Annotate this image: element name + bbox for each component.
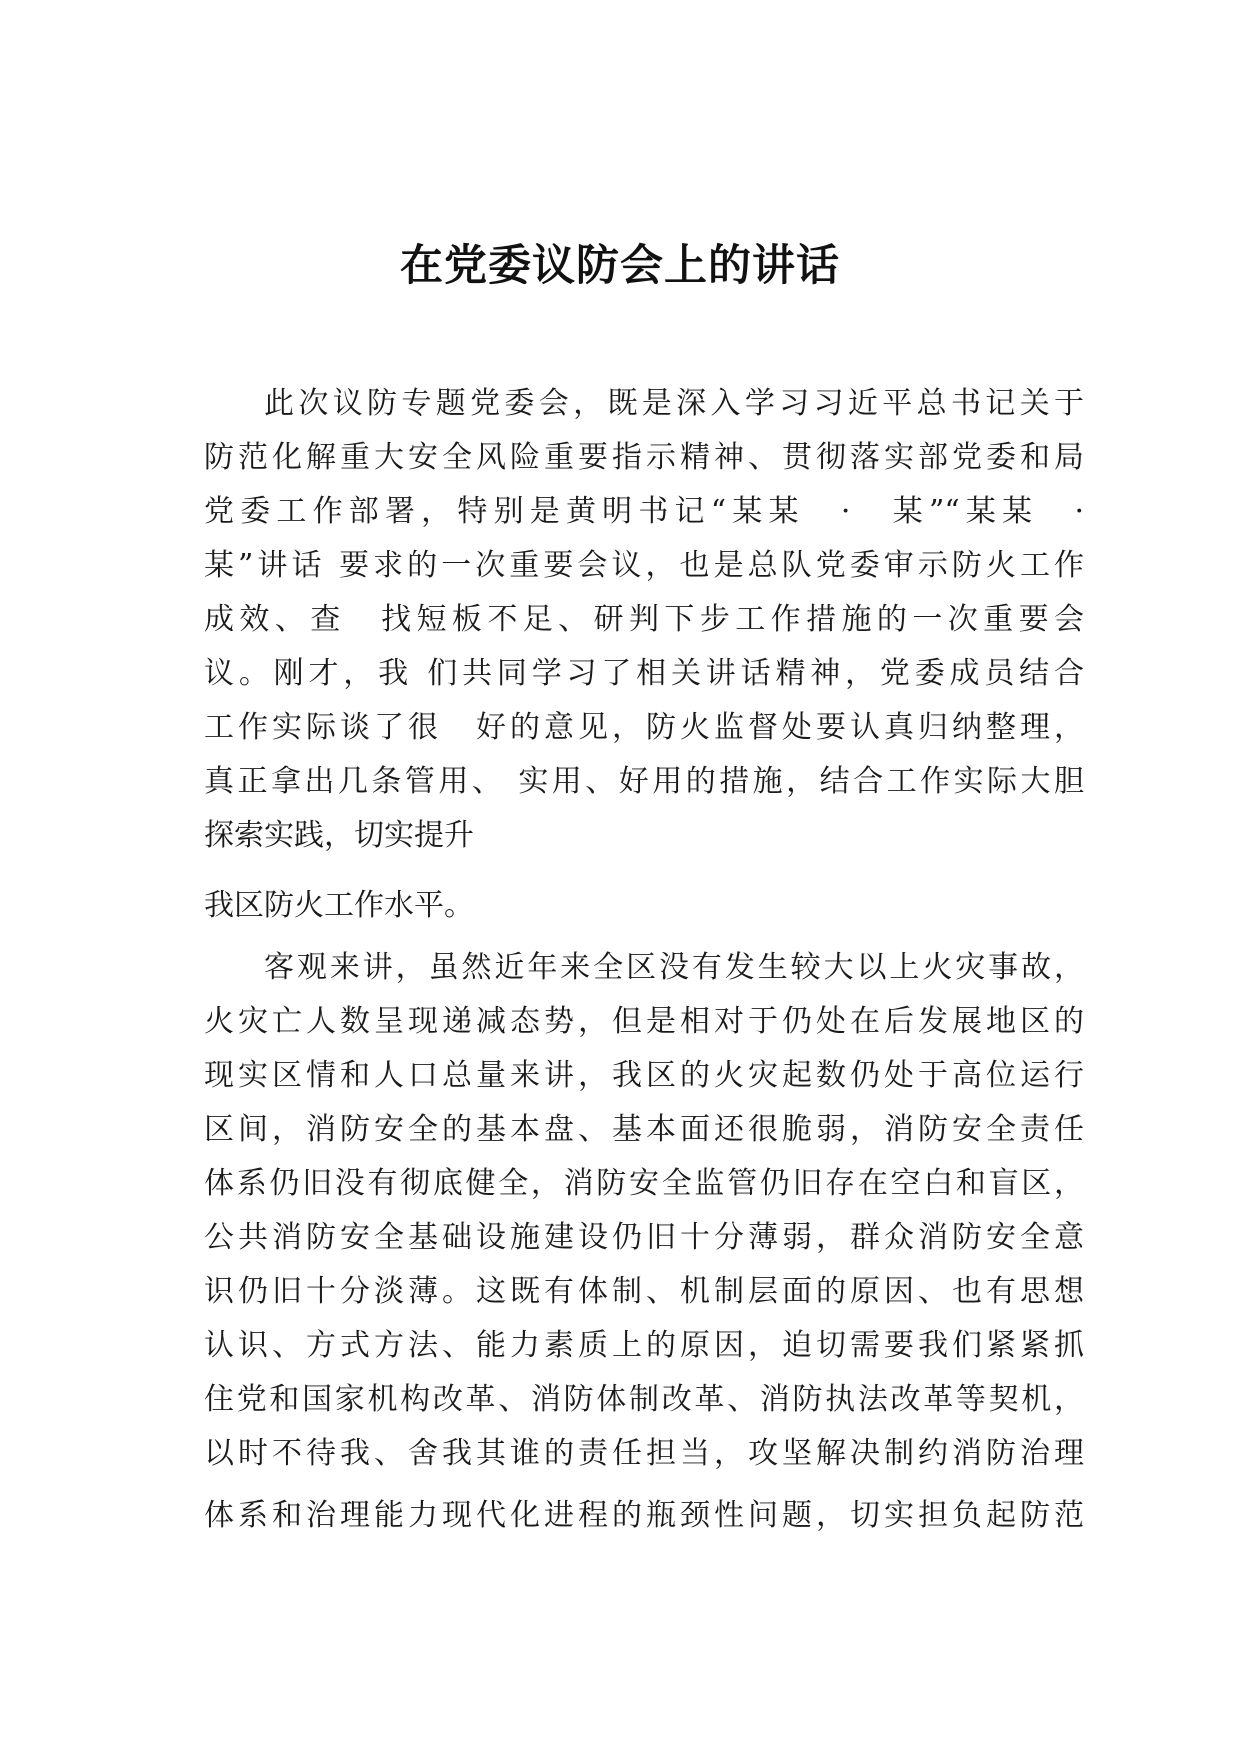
paragraph-1-line-1: 此次议防专题党委会，既是深入学习习近平总书记关于 [264, 386, 1084, 421]
paragraph-3-line-4: 区间，消防安全的基本盘、基本面还很脆弱，消防安全责任 [204, 1112, 1084, 1147]
paragraph-1-line-7: 工作实际谈了很 好的意见，防火监督处要认真归纳整理， [204, 710, 1084, 745]
paragraph-3-line-1: 客观来讲，虽然近年来全区没有发生较大以上火灾事故， [264, 950, 1084, 985]
paragraph-1-line-3: 党委工作部署，特别是黄明书记“某某 · 某”“某某 · [204, 494, 1084, 529]
paragraph-1-line-4: 某”讲话 要求的一次重要会议，也是总队党委审示防火工作 [204, 548, 1084, 583]
paragraph-3-line-7: 识仍旧十分淡薄。这既有体制、机制层面的原因、也有思想 [204, 1274, 1084, 1309]
paragraph-3-line-10: 以时不待我、舍我其谁的责任担当，攻坚解决制约消防治理 [204, 1436, 1084, 1471]
paragraph-1-line-8: 真正拿出几条管用、 实用、好用的措施，结合工作实际大胆 [204, 764, 1084, 799]
paragraph-2-line-1: 我区防火工作水平。 [204, 888, 474, 923]
paragraph-1-line-6: 议。刚才，我 们共同学习了相关讲话精神，党委成员结合 [204, 656, 1084, 691]
paragraph-3-line-8: 认识、方式方法、能力素质上的原因，迫切需要我们紧紧抓 [204, 1328, 1084, 1363]
paragraph-3-line-6: 公共消防安全基础设施建设仍旧十分薄弱，群众消防安全意 [204, 1220, 1084, 1255]
paragraph-1-line-9: 探索实践，切实提升 [204, 818, 474, 853]
paragraph-3-line-9: 住党和国家机构改革、消防体制改革、消防执法改革等契机， [204, 1382, 1084, 1417]
paragraph-3-line-5: 体系仍旧没有彻底健全，消防安全监管仍旧存在空白和盲区， [204, 1166, 1084, 1201]
paragraph-3-line-11: 体系和治理能力现代化进程的瓶颈性问题，切实担负起防范 [204, 1498, 1084, 1533]
paragraph-3-line-3: 现实区情和人口总量来讲，我区的火灾起数仍处于高位运行 [204, 1058, 1084, 1093]
paragraph-1-line-5: 成效、查 找短板不足、研判下步工作措施的一次重要会 [204, 602, 1084, 637]
paragraph-1-line-2: 防范化解重大安全风险重要指示精神、贯彻落实部党委和局 [204, 440, 1084, 475]
document-title: 在党委议防会上的讲话 [400, 241, 840, 291]
paragraph-3-line-2: 火灾亡人数呈现递减态势，但是相对于仍处在后发展地区的 [204, 1004, 1084, 1039]
